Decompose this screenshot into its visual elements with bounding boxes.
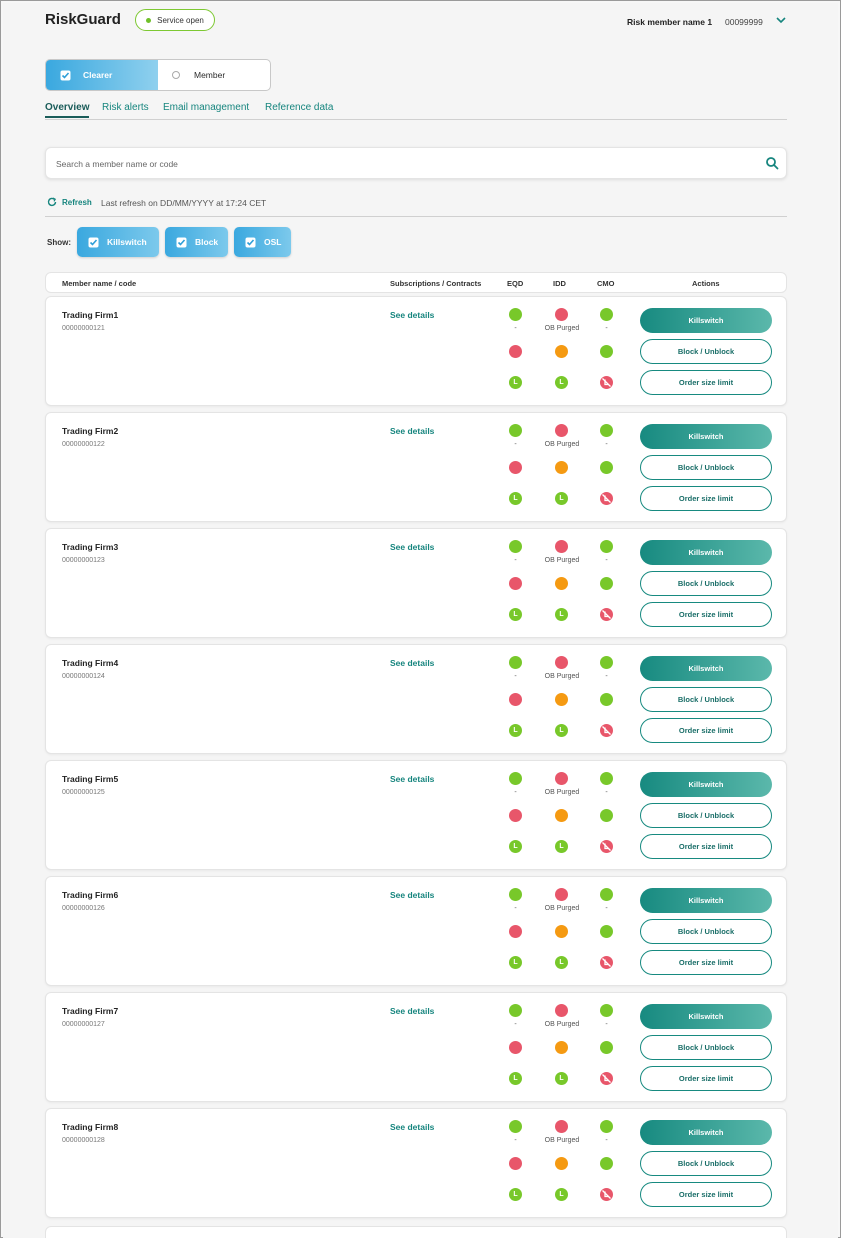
idd-status-red: [555, 1120, 568, 1133]
role-option-clearer[interactable]: [46, 60, 158, 90]
table-row: [45, 992, 787, 1102]
filter-chip-osl[interactable]: [234, 227, 291, 257]
cmo-limit-off-icon: [600, 840, 613, 853]
cmo-sub-label: -: [605, 441, 608, 448]
idd-status-red: [555, 772, 568, 785]
filter-chip-label: Block: [195, 237, 219, 247]
order-size-limit-button[interactable]: Order size limit: [640, 1066, 772, 1091]
killswitch-button[interactable]: Killswitch: [640, 540, 772, 565]
cmo-status-green: [600, 1041, 613, 1054]
eqd-sub-label: -: [514, 673, 517, 680]
idd-status-red: [555, 308, 568, 321]
eqd-status-red: [509, 461, 522, 474]
block-unblock-button[interactable]: Block / Unblock: [640, 687, 772, 712]
eqd-status-red: [509, 1157, 522, 1170]
cmo-limit-off-icon: [600, 376, 613, 389]
table-row: [45, 296, 787, 406]
limit-glyph: L: [559, 495, 564, 502]
idd-sub-label: OB Purged: [544, 1021, 580, 1028]
firm-code: 00000000125: [62, 789, 105, 796]
status-dot-icon: [146, 18, 151, 23]
killswitch-button[interactable]: Killswitch: [640, 424, 772, 449]
eqd-limit-icon: [509, 840, 522, 853]
member-name[interactable]: Risk member name 1: [627, 17, 713, 27]
eqd-status-red: [509, 345, 522, 358]
block-unblock-button[interactable]: Block / Unblock: [640, 571, 772, 596]
cmo-status-green: [600, 772, 613, 785]
eqd-sub-label: -: [514, 1137, 517, 1144]
filter-chip-killswitch[interactable]: [77, 227, 159, 257]
service-status-badge: [135, 9, 215, 31]
block-unblock-button[interactable]: Block / Unblock: [640, 339, 772, 364]
limit-glyph: L: [559, 1075, 564, 1082]
eqd-status-red: [509, 693, 522, 706]
block-unblock-button[interactable]: Block / Unblock: [640, 919, 772, 944]
role-toggle: [45, 59, 271, 91]
eqd-limit-icon: [509, 724, 522, 737]
firm-code: 00000000122: [62, 441, 105, 448]
killswitch-button[interactable]: Killswitch: [640, 1120, 772, 1145]
cmo-status-green: [600, 925, 613, 938]
firm-name: Trading Firm2: [62, 426, 119, 436]
table-row: [45, 528, 787, 638]
see-details-link[interactable]: See details: [390, 310, 435, 320]
firm-code: 00000000123: [62, 557, 105, 564]
eqd-status-red: [509, 809, 522, 822]
table-row: [45, 644, 787, 754]
order-size-limit-button[interactable]: Order size limit: [640, 602, 772, 627]
idd-status-orange: [555, 577, 568, 590]
order-size-limit-button[interactable]: Order size limit: [640, 370, 772, 395]
idd-limit-icon: [555, 956, 568, 969]
eqd-status-green: [509, 424, 522, 437]
refresh-button[interactable]: [47, 197, 92, 207]
tab-reference-data[interactable]: Reference data: [265, 102, 334, 113]
idd-sub-label: OB Purged: [544, 1137, 580, 1144]
filter-chip-block[interactable]: [165, 227, 228, 257]
killswitch-button[interactable]: Killswitch: [640, 1004, 772, 1029]
eqd-status-green: [509, 1004, 522, 1017]
order-size-limit-button[interactable]: Order size limit: [640, 486, 772, 511]
eqd-sub-label: -: [514, 905, 517, 912]
cmo-sub-label: -: [605, 1021, 608, 1028]
column-header-member: Member name / code: [62, 279, 137, 288]
cmo-status-green: [600, 345, 613, 358]
eqd-limit-icon: [509, 956, 522, 969]
table-row: [45, 412, 787, 522]
cmo-status-green: [600, 308, 613, 321]
limit-glyph: L: [559, 611, 564, 618]
limit-glyph: L: [559, 959, 564, 966]
eqd-status-green: [509, 656, 522, 669]
idd-status-red: [555, 888, 568, 901]
radio-unchecked-icon: [172, 71, 180, 79]
killswitch-button[interactable]: Killswitch: [640, 772, 772, 797]
eqd-sub-label: -: [514, 325, 517, 332]
cmo-status-green: [600, 656, 613, 669]
search-input[interactable]: [56, 156, 736, 172]
limit-glyph: L: [513, 727, 518, 734]
cmo-limit-off-icon: [600, 956, 613, 969]
eqd-status-green: [509, 888, 522, 901]
cmo-sub-label: -: [605, 789, 608, 796]
idd-limit-icon: [555, 376, 568, 389]
cmo-sub-label: -: [605, 557, 608, 564]
limit-glyph: L: [559, 379, 564, 386]
limit-glyph: L: [513, 959, 518, 966]
firm-code: 00000000128: [62, 1137, 105, 1144]
idd-status-orange: [555, 1157, 568, 1170]
firm-name: Trading Firm8: [62, 1122, 119, 1132]
cmo-sub-label: -: [605, 673, 608, 680]
search-box: [45, 147, 787, 179]
idd-sub-label: OB Purged: [544, 325, 580, 332]
limit-glyph: L: [559, 727, 564, 734]
refresh-bar: [45, 195, 787, 217]
member-code[interactable]: 00099999: [725, 17, 763, 27]
cmo-sub-label: -: [605, 325, 608, 332]
cmo-status-green: [600, 424, 613, 437]
last-refresh-text: Last refresh on DD/MM/YYYY at 17:24 CET: [101, 198, 267, 208]
cmo-sub-label: -: [605, 1137, 608, 1144]
table-row: [45, 760, 787, 870]
firm-name: Trading Firm6: [62, 890, 119, 900]
eqd-status-green: [509, 540, 522, 553]
eqd-limit-icon: [509, 608, 522, 621]
role-option-label: Member: [194, 70, 226, 80]
tab-risk-alerts[interactable]: Risk alerts: [102, 102, 149, 113]
firm-name: Trading Firm3: [62, 542, 119, 552]
firm-code: 00000000126: [62, 905, 105, 912]
eqd-status-red: [509, 1041, 522, 1054]
killswitch-button[interactable]: Killswitch: [640, 888, 772, 913]
eqd-sub-label: -: [514, 789, 517, 796]
checkbox-checked-icon: [176, 237, 187, 248]
idd-sub-label: OB Purged: [544, 441, 580, 448]
table-row: [45, 1108, 787, 1218]
cmo-status-green: [600, 1120, 613, 1133]
block-unblock-button[interactable]: Block / Unblock: [640, 803, 772, 828]
idd-sub-label: OB Purged: [544, 673, 580, 680]
killswitch-button[interactable]: Killswitch: [640, 308, 772, 333]
role-option-label: Clearer: [83, 70, 113, 80]
idd-status-red: [555, 1004, 568, 1017]
see-details-link[interactable]: See details: [390, 658, 435, 668]
eqd-status-green: [509, 772, 522, 785]
limit-glyph: L: [513, 379, 518, 386]
cmo-status-green: [600, 888, 613, 901]
idd-limit-icon: [555, 840, 568, 853]
tab-email-management[interactable]: Email management: [163, 102, 250, 113]
column-header-cmo: CMO: [597, 279, 615, 288]
eqd-limit-icon: [509, 1072, 522, 1085]
see-details-link[interactable]: See details: [390, 890, 435, 900]
idd-sub-label: OB Purged: [544, 557, 580, 564]
block-unblock-button[interactable]: Block / Unblock: [640, 455, 772, 480]
limit-glyph: L: [513, 1075, 518, 1082]
idd-sub-label: OB Purged: [544, 789, 580, 796]
cmo-status-green: [600, 577, 613, 590]
idd-status-orange: [555, 809, 568, 822]
order-size-limit-button[interactable]: Order size limit: [640, 950, 772, 975]
firm-code: 00000000121: [62, 325, 105, 332]
cmo-limit-off-icon: [600, 1188, 613, 1201]
idd-status-orange: [555, 925, 568, 938]
eqd-sub-label: -: [514, 441, 517, 448]
killswitch-button[interactable]: Killswitch: [640, 656, 772, 681]
see-details-link[interactable]: See details: [390, 774, 435, 784]
role-option-member[interactable]: [158, 60, 270, 90]
eqd-status-red: [509, 577, 522, 590]
idd-status-red: [555, 540, 568, 553]
cmo-status-green: [600, 693, 613, 706]
column-header-subscriptions: Subscriptions / Contracts: [390, 279, 482, 288]
block-unblock-button[interactable]: Block / Unblock: [640, 1151, 772, 1176]
idd-status-red: [555, 656, 568, 669]
limit-glyph: L: [513, 495, 518, 502]
firm-name: Trading Firm4: [62, 658, 119, 668]
idd-status-orange: [555, 345, 568, 358]
filter-chip-label: OSL: [264, 237, 282, 247]
table-row-partial: [45, 1226, 787, 1238]
eqd-status-red: [509, 925, 522, 938]
idd-limit-icon: [555, 724, 568, 737]
limit-glyph: L: [559, 1191, 564, 1198]
idd-status-orange: [555, 1041, 568, 1054]
idd-limit-icon: [555, 1072, 568, 1085]
checkbox-checked-icon: [245, 237, 256, 248]
idd-limit-icon: [555, 1188, 568, 1201]
refresh-icon: [47, 197, 57, 207]
refresh-label: Refresh: [62, 197, 92, 207]
service-status-label: Service open: [157, 15, 204, 25]
order-size-limit-button[interactable]: Order size limit: [640, 718, 772, 743]
main-tabs: [45, 102, 787, 120]
idd-limit-icon: [555, 492, 568, 505]
cmo-status-green: [600, 461, 613, 474]
app-header: [3, 3, 838, 43]
eqd-sub-label: -: [514, 1021, 517, 1028]
idd-limit-icon: [555, 608, 568, 621]
see-details-link[interactable]: See details: [390, 1006, 435, 1016]
cmo-status-green: [600, 1004, 613, 1017]
filter-label: Show:: [47, 238, 71, 247]
block-unblock-button[interactable]: Block / Unblock: [640, 1035, 772, 1060]
cmo-limit-off-icon: [600, 492, 613, 505]
column-header-eqd: EQD: [507, 279, 524, 288]
see-details-link[interactable]: See details: [390, 1122, 435, 1132]
firm-name: Trading Firm1: [62, 310, 119, 320]
cmo-limit-off-icon: [600, 724, 613, 737]
order-size-limit-button[interactable]: Order size limit: [640, 834, 772, 859]
eqd-limit-icon: [509, 1188, 522, 1201]
checkbox-checked-icon: [88, 237, 99, 248]
limit-glyph: L: [513, 1191, 518, 1198]
cmo-limit-off-icon: [600, 1072, 613, 1085]
eqd-limit-icon: [509, 492, 522, 505]
limit-glyph: L: [559, 843, 564, 850]
idd-status-orange: [555, 461, 568, 474]
cmo-status-green: [600, 1157, 613, 1170]
firm-code: 00000000127: [62, 1021, 105, 1028]
firm-name: Trading Firm7: [62, 1006, 119, 1016]
eqd-status-green: [509, 1120, 522, 1133]
cmo-limit-off-icon: [600, 608, 613, 621]
column-header-actions: Actions: [692, 279, 720, 288]
brand-logo: RiskGuard: [45, 11, 121, 28]
idd-sub-label: OB Purged: [544, 905, 580, 912]
cmo-sub-label: -: [605, 905, 608, 912]
see-details-link[interactable]: See details: [390, 542, 435, 552]
limit-glyph: L: [513, 843, 518, 850]
firm-code: 00000000124: [62, 673, 105, 680]
see-details-link[interactable]: See details: [390, 426, 435, 436]
eqd-status-green: [509, 308, 522, 321]
chevron-down-icon[interactable]: [775, 14, 787, 26]
column-header-idd: IDD: [553, 279, 566, 288]
limit-glyph: L: [513, 611, 518, 618]
idd-status-red: [555, 424, 568, 437]
tab-overview[interactable]: Overview: [45, 102, 89, 118]
eqd-sub-label: -: [514, 557, 517, 564]
cmo-status-green: [600, 809, 613, 822]
search-icon[interactable]: [765, 156, 779, 170]
order-size-limit-button[interactable]: Order size limit: [640, 1182, 772, 1207]
checkbox-checked-icon: [60, 70, 71, 81]
firm-name: Trading Firm5: [62, 774, 119, 784]
eqd-limit-icon: [509, 376, 522, 389]
idd-status-orange: [555, 693, 568, 706]
table-header: [45, 272, 787, 293]
app-content: [3, 3, 838, 1238]
filter-chip-label: Killswitch: [107, 237, 147, 247]
cmo-status-green: [600, 540, 613, 553]
table-row: [45, 876, 787, 986]
